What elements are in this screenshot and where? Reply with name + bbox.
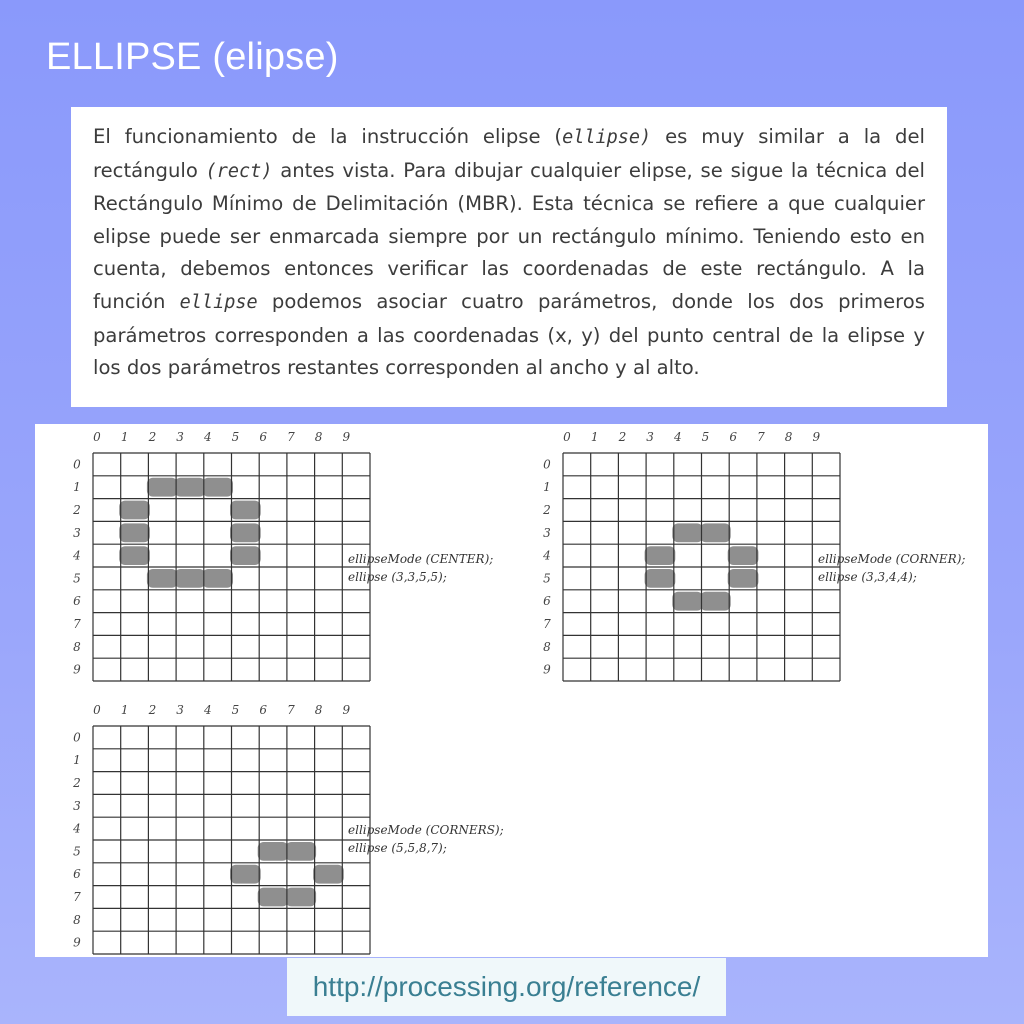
row-number-label: 9 xyxy=(73,662,81,677)
filled-cell xyxy=(700,523,731,542)
column-number-label: 6 xyxy=(259,703,268,717)
code-rect: (rect) xyxy=(205,160,273,182)
row-number-label: 0 xyxy=(73,730,81,745)
row-number-label: 2 xyxy=(543,503,551,517)
column-number-label: 6 xyxy=(259,430,268,444)
code-ellipse-2: ellipse xyxy=(179,291,258,313)
column-number-label: 9 xyxy=(342,430,351,444)
column-number-label: 3 xyxy=(176,703,184,717)
filled-cell xyxy=(119,546,150,565)
grid-axis-labels xyxy=(542,430,820,677)
row-number-label: 4 xyxy=(73,821,81,836)
slide-title: ELLIPSE (elipse) xyxy=(46,36,339,78)
column-number-label: 4 xyxy=(203,430,212,444)
ellipse-mode-line: ellipseMode (CORNERS); xyxy=(348,823,504,837)
grid-figure-center xyxy=(72,430,493,681)
ellipse-mode-line: ellipseMode (CENTER); xyxy=(348,552,494,566)
row-number-label: 8 xyxy=(73,639,81,654)
column-number-label: 9 xyxy=(812,430,821,444)
filled-cell xyxy=(285,842,316,861)
filled-cell xyxy=(202,569,233,588)
column-number-label: 5 xyxy=(701,430,710,444)
filled-cell xyxy=(672,523,703,542)
column-number-label: 0 xyxy=(93,703,101,717)
column-number-label: 7 xyxy=(287,703,295,717)
column-number-label: 3 xyxy=(176,430,184,444)
grid-lines xyxy=(563,453,840,681)
filled-cell xyxy=(147,569,178,588)
filled-cell xyxy=(230,546,261,565)
filled-cell xyxy=(202,478,233,497)
column-number-label: 7 xyxy=(757,430,765,444)
row-number-label: 9 xyxy=(543,662,551,677)
code-ellipse-1: ellipse) xyxy=(562,127,652,148)
filled-cell xyxy=(175,569,206,588)
column-number-label: 2 xyxy=(618,430,627,444)
ellipse-call-line: ellipse (3,3,4,4); xyxy=(818,570,917,584)
row-number-label: 9 xyxy=(73,935,81,950)
filled-cell xyxy=(119,501,150,520)
column-number-label: 2 xyxy=(148,703,157,717)
column-number-label: 7 xyxy=(287,430,295,444)
filled-cell xyxy=(285,888,316,907)
column-number-label: 8 xyxy=(784,430,793,444)
column-number-label: 5 xyxy=(231,430,240,444)
filled-cell xyxy=(728,569,759,588)
grid-lines xyxy=(93,453,370,681)
column-number-label: 6 xyxy=(729,430,738,444)
column-number-label: 3 xyxy=(646,430,654,444)
filled-cell xyxy=(645,546,676,565)
filled-cell xyxy=(175,478,206,497)
row-number-label: 5 xyxy=(73,571,81,586)
row-number-label: 5 xyxy=(543,571,551,586)
row-number-label: 3 xyxy=(73,525,81,540)
grid-axis-labels xyxy=(72,430,350,677)
row-number-label: 3 xyxy=(73,798,81,813)
filled-cell xyxy=(230,523,261,542)
column-number-label: 8 xyxy=(314,430,323,444)
column-number-label: 5 xyxy=(231,703,240,717)
filled-cell xyxy=(645,569,676,588)
paragraph-part-3: antes vista. Para dibujar cualquier elipse, se sigue la técnica del Rectángulo Mínimo de Delimitación (MBR). Esta técnica se refiere a que cualquier elipse puede ser enmarcada siempre por un rectángulo mínimo. Teniendo esto en cuenta, debemos entonces verificar las coordenadas de este rectángulo. A la función xyxy=(93,158,925,313)
column-number-label: 4 xyxy=(203,703,212,717)
row-number-label: 1 xyxy=(73,480,81,495)
row-number-label: 4 xyxy=(73,548,81,563)
column-number-label: 1 xyxy=(120,430,129,444)
filled-cell xyxy=(147,478,178,497)
grid-axis-labels xyxy=(72,703,350,950)
row-number-label: 3 xyxy=(543,525,551,540)
row-number-label: 7 xyxy=(543,617,551,631)
paragraph-part-1: El funcionamiento de la instrucción elipse ( xyxy=(93,125,563,148)
grid-lines xyxy=(93,726,370,954)
column-number-label: 1 xyxy=(590,430,599,444)
column-number-label: 2 xyxy=(148,430,157,444)
filled-cell xyxy=(728,546,759,565)
row-number-label: 8 xyxy=(543,639,551,654)
filled-cell xyxy=(119,523,150,542)
column-number-label: 0 xyxy=(93,430,101,444)
grid-figures-panel xyxy=(35,424,988,957)
row-number-label: 4 xyxy=(543,548,551,563)
reference-link-box xyxy=(287,958,726,1016)
row-number-label: 7 xyxy=(73,617,81,631)
filled-cell xyxy=(258,842,289,861)
row-number-label: 6 xyxy=(73,594,81,609)
text-box xyxy=(71,107,947,407)
row-number-label: 5 xyxy=(73,844,81,859)
row-number-label: 1 xyxy=(543,480,551,495)
grid-figures-svg xyxy=(35,424,988,957)
column-number-label: 1 xyxy=(120,703,129,717)
filled-cell xyxy=(672,592,703,611)
row-number-label: 2 xyxy=(73,503,81,517)
reference-link[interactable]: http://processing.org/reference/ xyxy=(312,971,701,1002)
ellipse-mode-line: ellipseMode (CORNER); xyxy=(818,552,966,566)
grid-figure-corner xyxy=(542,430,965,681)
description-paragraph xyxy=(93,121,925,385)
row-number-label: 6 xyxy=(73,867,81,882)
paragraph-part-4: podemos asociar cuatro parámetros, donde los dos primeros parámetros corresponden a las coordenadas (x, y) del punto central de la elipse y los dos parámetros restantes corresponden al ancho y al alto. xyxy=(93,289,926,380)
filled-cell xyxy=(230,865,261,884)
filled-cell xyxy=(258,888,289,907)
ellipse-call-line: ellipse (3,3,5,5); xyxy=(348,570,447,584)
ellipse-call-line: ellipse (5,5,8,7); xyxy=(348,841,447,855)
filled-cell xyxy=(313,865,344,884)
paragraph-part-2: es muy similar a la del rectángulo xyxy=(93,125,925,182)
filled-cells xyxy=(119,478,261,588)
row-number-label: 2 xyxy=(73,776,81,790)
column-number-label: 8 xyxy=(314,703,323,717)
column-number-label: 4 xyxy=(673,430,682,444)
row-number-label: 6 xyxy=(543,594,551,609)
column-number-label: 0 xyxy=(563,430,571,444)
filled-cell xyxy=(230,501,261,520)
grid-figure-corners xyxy=(72,703,503,954)
row-number-label: 7 xyxy=(73,890,81,904)
filled-cell xyxy=(700,592,731,611)
row-number-label: 8 xyxy=(73,912,81,927)
row-number-label: 0 xyxy=(73,457,81,472)
row-number-label: 0 xyxy=(543,457,551,472)
row-number-label: 1 xyxy=(73,753,81,768)
column-number-label: 9 xyxy=(342,703,351,717)
